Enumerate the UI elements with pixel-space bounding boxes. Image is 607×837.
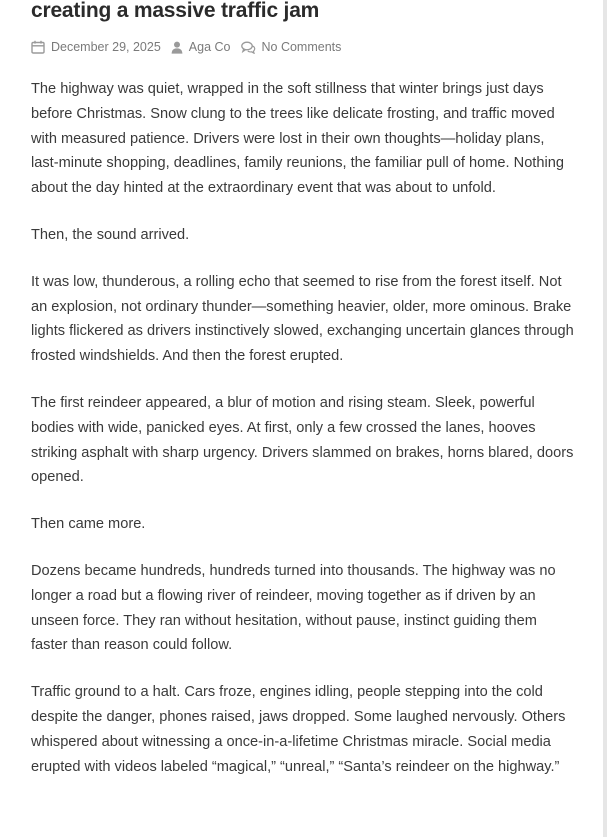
calendar-icon [31,40,51,54]
paragraph: Traffic ground to a halt. Cars froze, engines idling, people stepping into the cold despite the danger, phones raised, jaws dropped. Some laughed nervously. Others whispered about witnessing a once-in-a-lifetime Christmas miracle. Social media erupted with videos labeled “magical,” “unreal,” “Santa’s reindeer on the highway.” [31,684,566,775]
paragraph: The highway was quiet, wrapped in the soft stillness that winter brings just days before Christmas. Snow clung to the trees like delicate frosting, and traffic moved with measured patience. Drivers were lost in their own thoughts—holiday plans, last-minute shopping, deadlines, family reunions, the familiar pull of home. Nothing about the day hinted at the extraordinary event that was about to unfold. [31,81,564,197]
post-author [171,40,231,54]
post-comments [241,40,342,54]
author-link[interactable]: Aga Co [188,40,231,54]
comments-icon [241,41,262,54]
post-content [31,77,576,801]
post-title: creating a massive traffic jam [31,0,320,22]
post-date [31,40,161,54]
comments-link[interactable]: No Comments [261,40,342,54]
post-meta [31,40,341,54]
paragraph: Then, the sound arrived. [31,226,190,243]
user-icon [171,41,189,54]
paragraph: Dozens became hundreds, hundreds turned into thousands. The highway was no longer a road but a flowing river of reindeer, moving together as if driven by an unseen force. They ran without hesitation, without pause, instinct guiding them faster than reason could follow. [31,562,556,654]
page-edge [603,0,607,837]
paragraph: Then came more. [31,516,146,533]
paragraph: The first reindeer appeared, a blur of motion and rising steam. Sleek, powerful bodies with wide, panicked eyes. At first, only a few crossed the lanes, hooves striking asphalt with sharp urgency. Drivers slammed on brakes, horns blared, doors opened. [31,394,574,486]
paragraph: It was low, thunderous, a rolling echo that seemed to rise from the forest itself. Not an explosion, not ordinary thunder—something heavier, older, more ominous. Brake lights flickered as drivers instinctively slowed, exchanging uncertain glances through frosted windshields. And then the forest erupted. [31,273,574,365]
post-date-link[interactable]: December 29, 2025 [51,40,161,54]
